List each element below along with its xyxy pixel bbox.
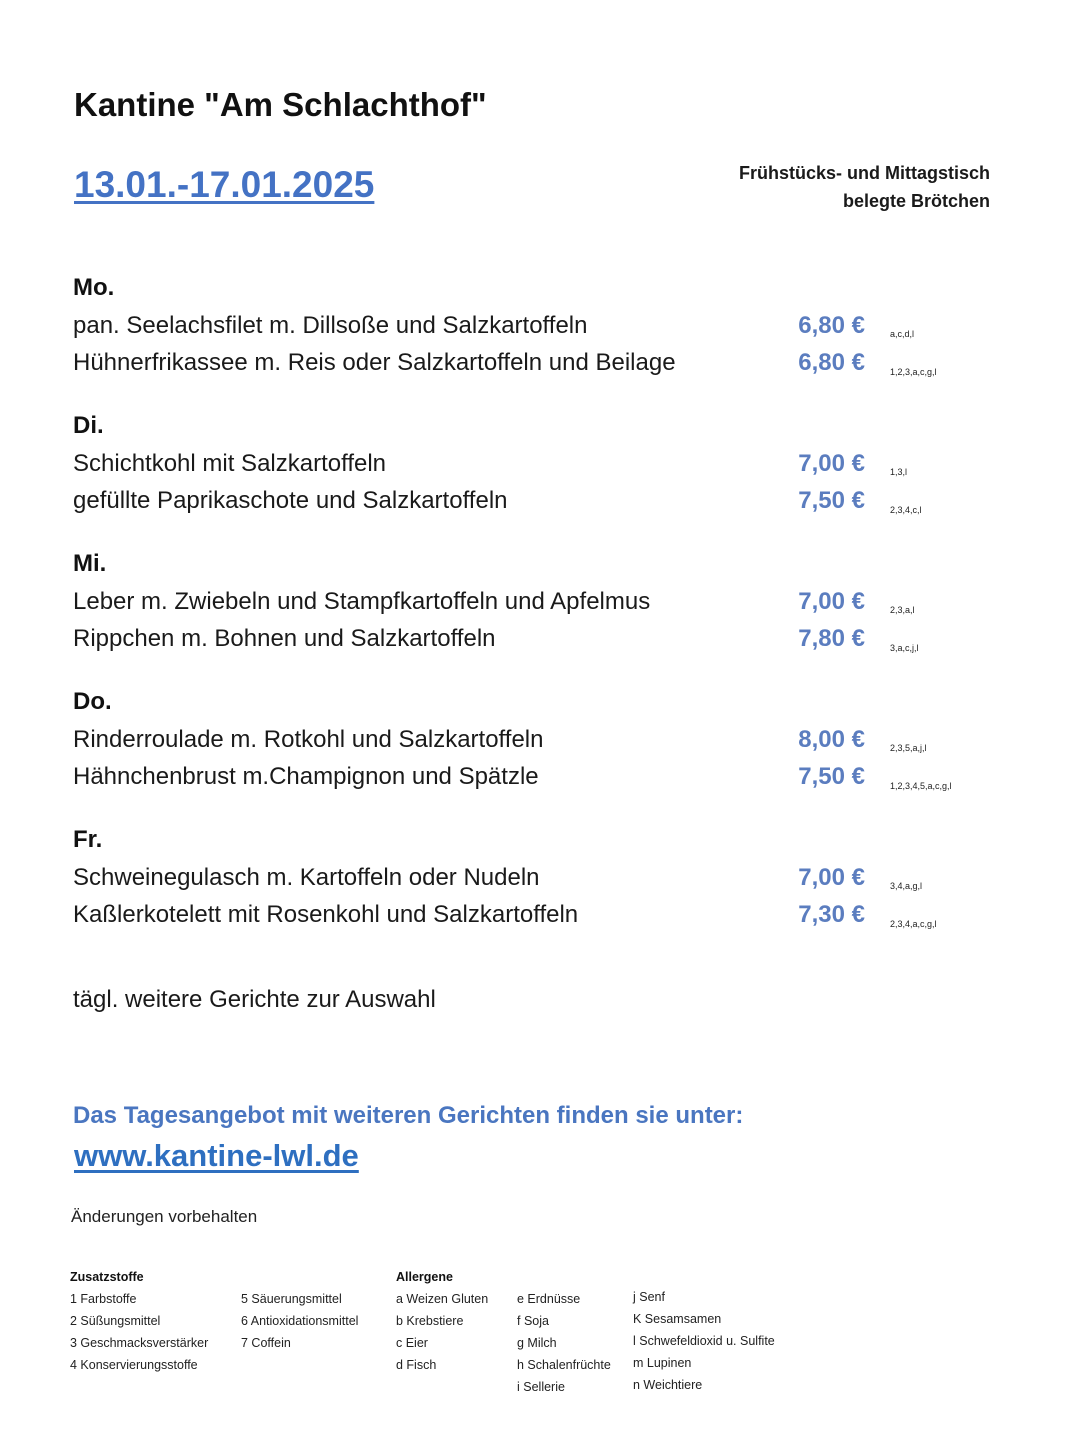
dish-name: pan. Seelachsfilet m. Dillsoße und Salzkartoffeln xyxy=(73,312,588,339)
dish-price: 7,50 € xyxy=(798,487,865,514)
legend-item: 2 Süßungsmittel xyxy=(70,1314,161,1328)
day-label-mi: Mi. xyxy=(73,550,107,577)
legend-item: 4 Konservierungsstoffe xyxy=(70,1358,198,1372)
dish-price: 7,00 € xyxy=(798,864,865,891)
disclaimer: Änderungen vorbehalten xyxy=(71,1207,258,1226)
legend-item: j Senf xyxy=(633,1290,665,1304)
allergen-codes: 2,3,4,a,c,g,l xyxy=(890,919,937,929)
dish-name: Rippchen m. Bohnen und Salzkartoffeln xyxy=(73,625,496,652)
date-range: 13.01.-17.01.2025 xyxy=(74,164,375,205)
legend-item: 6 Antioxidationsmittel xyxy=(241,1314,359,1328)
dish-name: gefüllte Paprikaschote und Salzkartoffeln xyxy=(73,487,508,514)
dish-price: 7,30 € xyxy=(798,901,865,928)
allergen-codes: 2,3,a,l xyxy=(890,605,915,615)
day-label-do: Do. xyxy=(73,688,112,715)
legend-item: m Lupinen xyxy=(633,1356,692,1370)
dish-price: 7,80 € xyxy=(798,625,865,652)
subtitle-line-2: belegte Brötchen xyxy=(842,191,990,211)
promo-text: Das Tagesangebot mit weiteren Gerichten finden sie unter: xyxy=(73,1102,744,1129)
legend-item: b Krebstiere xyxy=(396,1314,464,1328)
legend-item: K Sesamsamen xyxy=(633,1312,722,1326)
dish-name: Leber m. Zwiebeln und Stampfkartoffeln und Apfelmus xyxy=(73,588,651,615)
allergen-codes: 3,4,a,g,l xyxy=(890,881,923,891)
dish-name: Rinderroulade m. Rotkohl und Salzkartoffeln xyxy=(73,726,544,753)
dish-name: Hähnchenbrust m.Champignon und Spätzle xyxy=(73,763,539,790)
day-label-mo: Mo. xyxy=(73,274,115,301)
dish-name: Hühnerfrikassee m. Reis oder Salzkartoffeln und Beilage xyxy=(73,349,676,376)
allergen-codes: a,c,d,l xyxy=(890,329,915,339)
menu-title: Kantine "Am Schlachthof" xyxy=(74,86,487,123)
dish-price: 6,80 € xyxy=(798,312,865,339)
legend-item: 1 Farbstoffe xyxy=(70,1292,137,1306)
legend-item: e Erdnüsse xyxy=(517,1292,581,1306)
dish-price: 6,80 € xyxy=(798,349,865,376)
allergen-codes: 2,3,4,c,l xyxy=(890,505,922,515)
legend-item: 3 Geschmacksverstärker xyxy=(70,1336,209,1350)
legend-item: d Fisch xyxy=(396,1358,437,1372)
day-label-fr: Fr. xyxy=(73,826,103,853)
dish-name: Schweinegulasch m. Kartoffeln oder Nudeln xyxy=(73,864,540,891)
legend-item: 5 Säuerungsmittel xyxy=(241,1292,342,1306)
legend-item: h Schalenfrüchte xyxy=(517,1358,611,1372)
subtitle-line-1: Frühstücks- und Mittagstisch xyxy=(738,163,990,183)
legend-allergene-title: Allergene xyxy=(396,1270,453,1284)
dish-price: 7,50 € xyxy=(798,763,865,790)
allergen-codes: 2,3,5,a,j,l xyxy=(890,743,927,753)
legend-item: f Soja xyxy=(517,1314,549,1328)
dish-name: Kaßlerkotelett mit Rosenkohl und Salzkartoffeln xyxy=(73,901,579,928)
allergen-codes: 1,3,l xyxy=(890,467,908,477)
website-link[interactable]: www.kantine-lwl.de xyxy=(74,1138,359,1173)
dish-name: Schichtkohl mit Salzkartoffeln xyxy=(73,450,387,477)
allergen-codes: 1,2,3,4,5,a,c,g,l xyxy=(890,781,952,791)
dish-price: 7,00 € xyxy=(798,450,865,477)
legend-item: g Milch xyxy=(517,1336,557,1350)
allergen-codes: 1,2,3,a,c,g,l xyxy=(890,367,937,377)
legend-zusatzstoffe-title: Zusatzstoffe xyxy=(70,1270,144,1284)
dish-price: 8,00 € xyxy=(798,726,865,753)
allergen-codes: 3,a,c,j,l xyxy=(890,643,919,653)
daily-note: tägl. weitere Gerichte zur Auswahl xyxy=(73,986,436,1013)
day-label-di: Di. xyxy=(73,412,104,439)
legend-item: n Weichtiere xyxy=(633,1378,703,1392)
legend-item: l Schwefeldioxid u. Sulfite xyxy=(633,1334,775,1348)
legend-item: i Sellerie xyxy=(517,1380,565,1394)
dish-price: 7,00 € xyxy=(798,588,865,615)
legend-item: 7 Coffein xyxy=(241,1336,291,1350)
legend-item: c Eier xyxy=(396,1336,428,1350)
legend-item: a Weizen Gluten xyxy=(396,1292,489,1306)
